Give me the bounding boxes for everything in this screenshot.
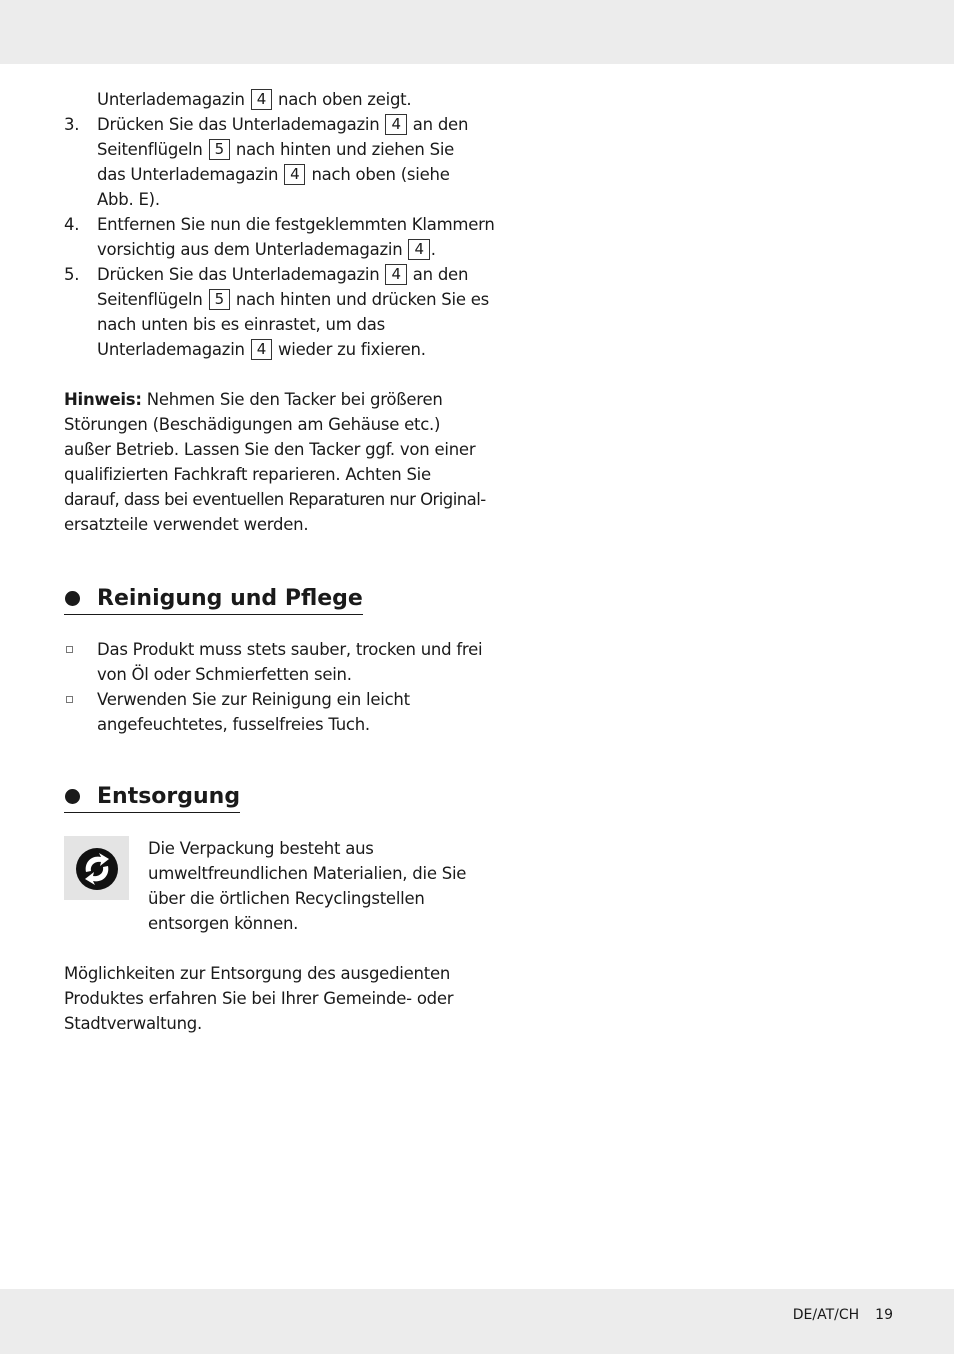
square-bullet-icon	[66, 646, 73, 653]
ref-number: 4	[408, 239, 429, 260]
footer-region: DE/AT/CH	[792, 1307, 860, 1323]
text: wieder zu fixieren.	[278, 340, 426, 359]
disposal-paragraph	[64, 961, 466, 1036]
text: an den	[412, 115, 469, 134]
step-number: 3.	[64, 115, 80, 134]
text: qualifizierten Fachkraft reparieren. Achten Sie	[64, 465, 431, 484]
ref-number: 4	[385, 264, 406, 285]
text: Drücken Sie das Unterlademagazin	[97, 115, 380, 134]
recycling-block	[64, 836, 466, 936]
text: nach unten bis es einrastet, um das	[97, 315, 385, 334]
ref-number: 4	[284, 164, 305, 185]
text: Abb. E).	[97, 190, 160, 209]
bullet-dot-icon	[65, 591, 80, 606]
text: entsorgen können.	[148, 914, 299, 933]
bullet-dot-icon	[65, 789, 80, 804]
ref-number: 5	[209, 139, 230, 160]
text: ersatzteile verwendet werden.	[64, 515, 309, 534]
step-3	[64, 112, 469, 212]
step-number: 5.	[64, 265, 80, 284]
heading-text: Entsorgung	[97, 784, 241, 809]
text: Möglichkeiten zur Entsorgung des ausgedienten	[64, 964, 451, 983]
cleaning-list	[64, 637, 483, 737]
ref-number: 4	[251, 89, 272, 110]
page-footer	[793, 1305, 893, 1325]
text: umweltfreundlichen Materialien, die Sie	[148, 864, 467, 883]
text: Unterlademagazin	[97, 90, 245, 109]
text: Seitenflügeln	[97, 140, 203, 159]
text: Nehmen Sie den Tacker bei größeren	[146, 390, 443, 409]
text: Störungen (Beschädigungen am Gehäuse etc.)	[64, 415, 441, 434]
text: an den	[412, 265, 469, 284]
header-band	[0, 0, 954, 64]
note-label: Hinweis:	[64, 390, 142, 409]
text: vorsichtig aus dem Unterlademagazin	[97, 240, 403, 259]
text: Stadtverwaltung.	[64, 1014, 202, 1033]
text: über die örtlichen Recyclingstellen	[148, 889, 425, 908]
text: darauf, dass bei eventuellen Reparaturen nur Original-	[64, 490, 486, 509]
step-continuation	[64, 87, 466, 112]
heading-text: Reinigung und Pflege	[97, 586, 363, 611]
step-number: 4.	[64, 215, 80, 234]
ref-number: 4	[251, 339, 272, 360]
text: nach oben zeigt.	[278, 90, 412, 109]
list-item	[64, 637, 483, 662]
heading-disposal	[64, 784, 240, 813]
list-item	[64, 687, 466, 712]
text: Die Verpackung besteht aus	[148, 839, 374, 858]
text: Entfernen Sie nun die festgeklemmten Klammern	[97, 215, 495, 234]
text: Unterlademagazin	[97, 340, 245, 359]
step-5	[64, 262, 489, 362]
text: das Unterlademagazin	[97, 165, 279, 184]
text: Verwenden Sie zur Reinigung ein leicht	[97, 690, 410, 709]
note-paragraph	[64, 387, 486, 537]
text: außer Betrieb. Lassen Sie den Tacker ggf. von einer	[64, 440, 476, 459]
step-4	[64, 212, 495, 262]
page-number: 19	[875, 1307, 893, 1323]
text: von Öl oder Schmierfetten sein.	[97, 665, 352, 684]
text: Produktes erfahren Sie bei Ihrer Gemeinde- oder	[64, 989, 454, 1008]
ref-number: 4	[385, 114, 406, 135]
text: nach hinten und drücken Sie es	[235, 290, 489, 309]
text: nach oben (siehe	[311, 165, 450, 184]
recycling-icon	[64, 836, 129, 900]
text-column	[64, 87, 495, 1036]
text: .	[430, 240, 436, 259]
heading-cleaning	[64, 586, 363, 615]
text: Drücken Sie das Unterlademagazin	[97, 265, 380, 284]
text: angefeuchtetes, fusselfreies Tuch.	[97, 715, 370, 734]
text: Das Produkt muss stets sauber, trocken und frei	[97, 640, 483, 659]
ref-number: 5	[209, 289, 230, 310]
square-bullet-icon	[66, 696, 73, 703]
text: Seitenflügeln	[97, 290, 203, 309]
text: nach hinten und ziehen Sie	[235, 140, 455, 159]
